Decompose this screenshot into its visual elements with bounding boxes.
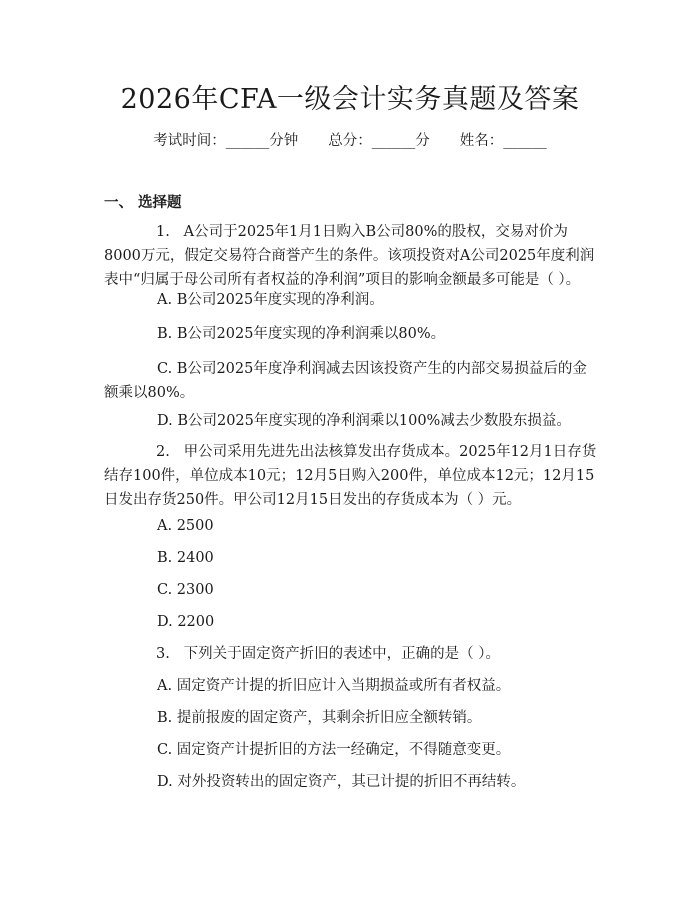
- exam-score: 总分：______分: [328, 133, 430, 149]
- question-3-option-d: D. 对外投资转出的固定资产，其已计提的折旧不再结转。: [157, 774, 526, 790]
- question-3: [104, 642, 600, 666]
- question-number: 1.: [156, 224, 170, 240]
- question-1-option-a: A. B公司2025年度实现的净利润。: [157, 292, 384, 308]
- question-3-option-a: A. 固定资产计提的折旧应计入当期损益或所有者权益。: [157, 678, 511, 694]
- question-1: [104, 220, 600, 292]
- question-3-option-b: B. 提前报废的固定资产，其剩余折旧应全额转销。: [157, 710, 482, 726]
- section-number: 一、: [104, 194, 133, 211]
- question-2-option-a: A. 2500: [157, 518, 214, 534]
- section-heading: [104, 193, 182, 213]
- exam-name: 姓名：______: [459, 133, 547, 149]
- exam-time: 考试时间：______分钟: [153, 133, 299, 149]
- question-number: 2.: [156, 444, 170, 460]
- question-2-option-b: B. 2400: [157, 550, 214, 566]
- question-1-option-d: D. B公司2025年度实现的净利润乘以100%减去少数股东损益。: [157, 413, 571, 429]
- section-label: 选择题: [138, 194, 182, 211]
- question-2-option-c: C. 2300: [157, 582, 214, 598]
- question-number: 3.: [156, 646, 170, 662]
- question-1-option-c: C. B公司2025年度净利润减去因该投资产生的内部交易损益后的金额乘以80%。: [104, 361, 587, 401]
- question-1-option-b: B. B公司2025年度实现的净利润乘以80%。: [157, 326, 446, 342]
- question-2-option-d: D. 2200: [157, 614, 215, 630]
- question-2: [104, 440, 600, 512]
- question-text: 甲公司采用先进先出法核算发出存货成本。2025年12月1日存货结存100件，单位成本10元；12月5日购入200件，单位成本12元；12月15日发出存货250件。甲公司12月15日发出的存货成本为（ ）元。: [104, 444, 597, 508]
- question-3-option-c: C. 固定资产计提折旧的方法一经确定，不得随意变更。: [157, 742, 511, 758]
- question-text: A公司于2025年1月1日购入B公司80%的股权，交易对价为8000万元，假定交易符合商誉产生的条件。该项投资对A公司2025年度利润表中“归属于母公司所有者权益的净利润”项目的影响金额最多可能是（ ）。: [104, 224, 595, 288]
- exam-meta: [0, 131, 700, 151]
- question-text: 下列关于固定资产折旧的表述中，正确的是（ ）。: [183, 646, 501, 662]
- document-title: 2026年CFA一级会计实务真题及答案: [120, 84, 580, 115]
